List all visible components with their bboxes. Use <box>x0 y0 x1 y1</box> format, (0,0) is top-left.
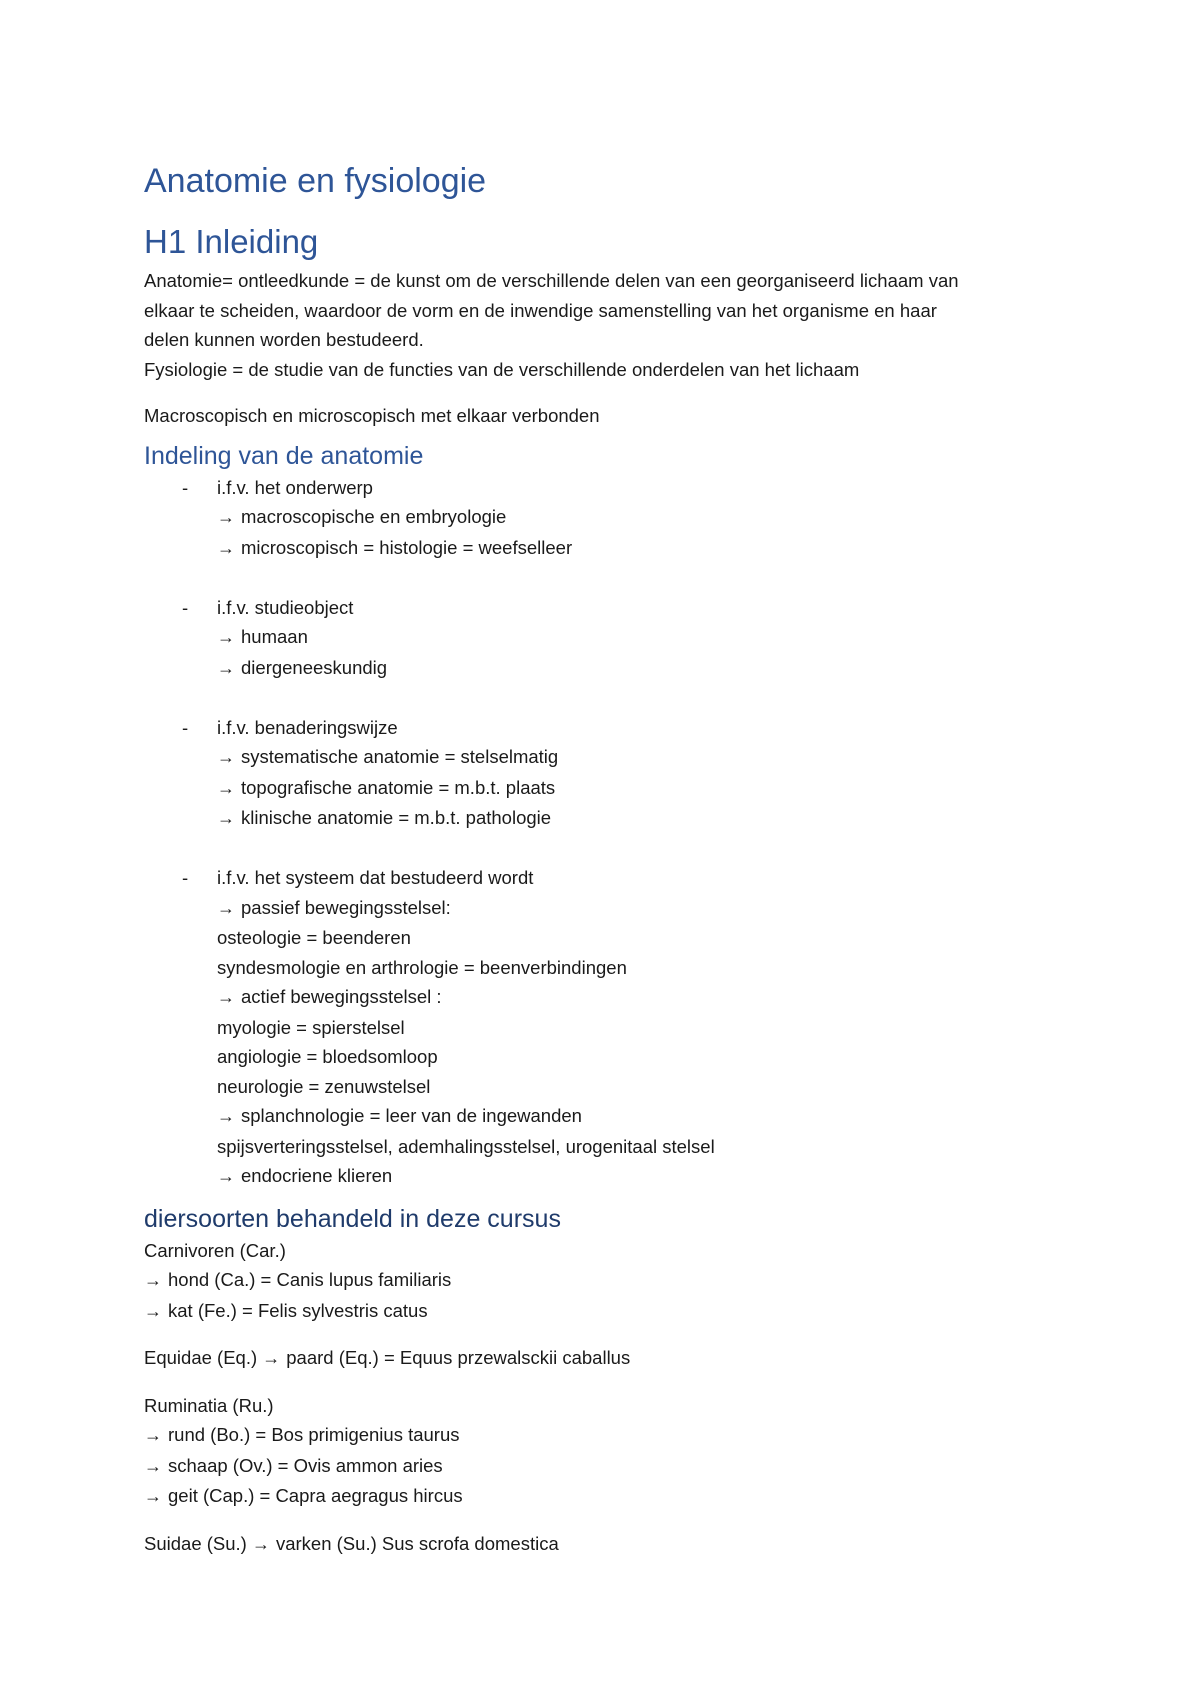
species-item: → schaap (Ov.) = Ovis ammon aries <box>144 1451 1064 1482</box>
sub-item-plain: myologie = spierstelsel <box>217 1016 405 1038</box>
sub-item: → humaan <box>217 622 1064 653</box>
sub-item: → macroscopische en embryologie <box>217 502 1064 533</box>
arrow-icon: → <box>217 1166 235 1186</box>
arrow-icon: → <box>217 897 235 918</box>
arrow-icon: → <box>144 1486 162 1506</box>
sub-item: → passief bewegingsstelsel: <box>217 893 1064 924</box>
chapter-heading: H1 Inleiding <box>144 223 319 260</box>
sub-item-plain: syndesmologie en arthrologie = beenverbindingen <box>217 956 627 978</box>
arrow-icon: → <box>262 1348 281 1368</box>
document-content <box>144 158 1064 1559</box>
arrow-icon: → <box>217 747 235 767</box>
species-item: → hond (Ca.) = Canis lupus familiaris <box>144 1265 1064 1296</box>
group-label: Ruminatia (Ru.) <box>144 1394 274 1416</box>
arrow-icon: → <box>217 627 235 647</box>
list-item <box>144 863 1064 1192</box>
intro-line: delen kunnen worden bestudeerd. <box>144 329 424 350</box>
bullet-dash: - <box>182 867 189 888</box>
intro-line: Anatomie= ontleedkunde = de kunst om de verschillende delen van een georganiseerd lichaam van <box>144 270 959 291</box>
sub-item: → microscopisch = histologie = weefselleer <box>217 533 1064 564</box>
carnivoren-block <box>144 1236 1064 1327</box>
macro-micro-line: Macroscopisch en microscopisch met elkaar verbonden <box>144 405 600 426</box>
list-item-label: i.f.v. het onderwerp <box>217 476 373 498</box>
equidae-line: Equidae (Eq.) → paard (Eq.) = Equus przewalsckii caballus <box>144 1343 1064 1374</box>
sub-item-plain: spijsverteringsstelsel, ademhalingsstelsel, urogenitaal stelsel <box>217 1135 715 1157</box>
species-item: → kat (Fe.) = Felis sylvestris catus <box>144 1296 1064 1327</box>
sub-item-plain: osteologie = beenderen <box>217 927 411 948</box>
arrow-icon: → <box>217 777 235 798</box>
indeling-list <box>144 473 1064 1192</box>
list-item <box>144 593 1064 684</box>
arrow-icon: → <box>217 507 235 527</box>
arrow-icon: → <box>217 657 235 678</box>
sub-item: → endocriene klieren <box>217 1161 1064 1192</box>
arrow-icon: → <box>144 1300 162 1321</box>
sub-item: → splanchnologie = leer van de ingewanden <box>217 1101 1064 1132</box>
intro-line: elkaar te scheiden, waardoor de vorm en de inwendige samenstelling van het organisme en haar <box>144 299 937 321</box>
bullet-dash: - <box>182 716 189 738</box>
ruminatia-block <box>144 1391 1064 1512</box>
section-heading-indeling: Indeling van de anatomie <box>144 441 424 470</box>
list-item-label: i.f.v. benaderingswijze <box>217 716 398 738</box>
sub-item: → diergeneeskundig <box>217 653 1064 684</box>
intro-line: Fysiologie = de studie van de functies van de verschillende onderdelen van het lichaam <box>144 358 860 380</box>
list-item <box>144 713 1064 834</box>
list-item-label: i.f.v. het systeem dat bestudeerd wordt <box>217 867 534 888</box>
list-item-label: i.f.v. studieobject <box>217 596 354 618</box>
group-label: Carnivoren (Car.) <box>144 1239 286 1261</box>
arrow-icon: → <box>144 1425 162 1445</box>
arrow-icon: → <box>217 537 235 558</box>
intro-paragraph <box>144 266 1064 384</box>
list-item <box>144 473 1064 564</box>
sub-item: → systematische anatomie = stelselmatig <box>217 742 1064 773</box>
arrow-icon: → <box>144 1455 162 1476</box>
sub-item-plain: angiologie = bloedsomloop <box>217 1046 438 1067</box>
sub-item: → topografische anatomie = m.b.t. plaats <box>217 773 1064 804</box>
sub-item: → actief bewegingsstelsel : <box>217 982 1064 1013</box>
sub-item: → klinische anatomie = m.b.t. pathologie <box>217 803 1064 834</box>
species-item: → rund (Bo.) = Bos primigenius taurus <box>144 1420 1064 1451</box>
arrow-icon: → <box>217 1106 235 1126</box>
section-heading-diersoorten: diersoorten behandeld in deze cursus <box>144 1204 561 1233</box>
sub-item-plain: neurologie = zenuwstelsel <box>217 1075 431 1097</box>
arrow-icon: → <box>217 808 235 828</box>
species-item: → geit (Cap.) = Capra aegragus hircus <box>144 1481 1064 1512</box>
document-title: Anatomie en fysiologie <box>144 162 487 200</box>
bullet-dash: - <box>182 476 189 498</box>
arrow-icon: → <box>217 987 235 1007</box>
bullet-dash: - <box>182 596 189 618</box>
arrow-icon: → <box>251 1533 270 1554</box>
arrow-icon: → <box>144 1270 162 1290</box>
suidae-line: Suidae (Su.) → varken (Su.) Sus scrofa domestica <box>144 1529 1064 1560</box>
